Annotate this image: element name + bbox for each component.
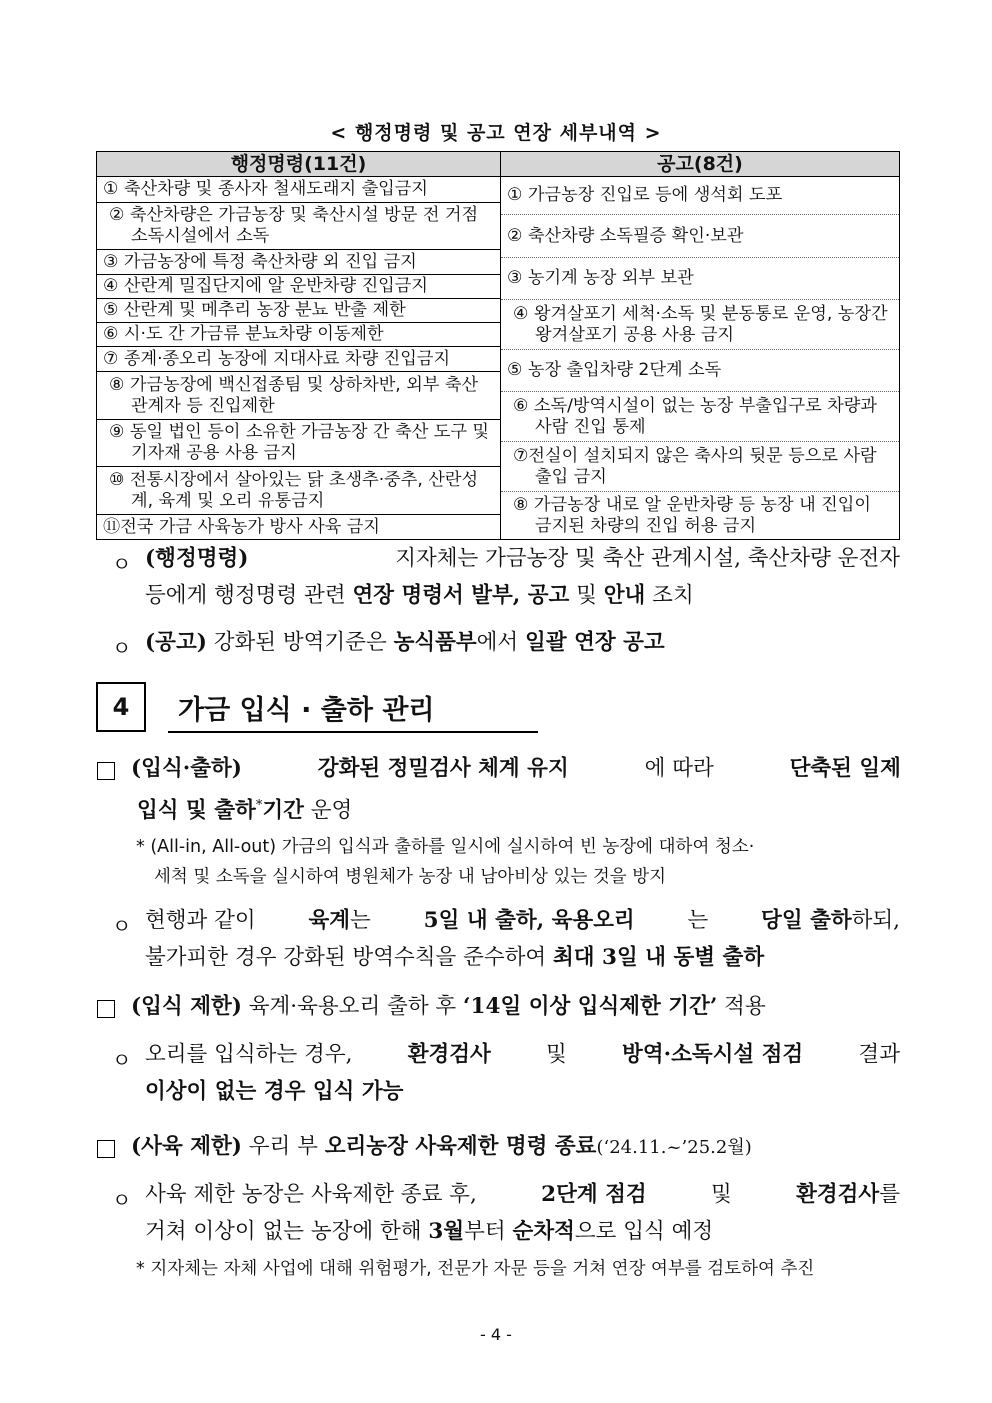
table-cell: ⑥ 소독/방역시설이 없는 농장 부출입구로 차량과 사람 진입 통제	[501, 391, 899, 441]
page-number: - 4 -	[480, 1325, 512, 1344]
checkbox-square-icon	[97, 762, 115, 780]
notices-column	[501, 177, 899, 539]
table-cell: ⑧ 가금농장에 백신접종팀 및 상하차반, 외부 축산관계자 등 진입제한	[97, 371, 500, 419]
table-cell: ④ 산란계 밀집단지에 알 운반차량 진입금지	[97, 274, 500, 298]
table-cell: ④ 왕겨살포기 세척·소독 및 분동통로 운영, 농장간 왕겨살포기 공용 사용 금지	[501, 299, 899, 349]
breeding-resume-paragraph: 사육 제한 농장은 사육제한 종료 후, 2단계 점검 및 환경검사를 거쳐 이상이 없는 농장에 한해 3월부터 순차적으로 입식 예정	[145, 1182, 900, 1244]
table-cell: ③ 가금농장에 특정 축산차량 외 진입 금지	[97, 249, 500, 274]
table-cell: ⑪전국 가금 사육농가 방사 사육 금지	[97, 514, 500, 539]
table-cell: ⑤ 산란계 및 메추리 농장 분뇨 반출 제한	[97, 298, 500, 322]
notice-paragraph: (공고) 강화된 방역기준은 농식품부에서 일괄 연장 공고	[145, 630, 665, 655]
table-cell: ③ 농기계 농장 외부 보관	[501, 257, 899, 299]
checkbox-square-icon	[97, 1000, 115, 1018]
duck-stocking-paragraph: 오리를 입식하는 경우, 환경검사 및 방역·소독시설 점검 결과 이상이 없는 경우 입식 가능	[145, 1042, 900, 1104]
breeding-restriction-item: (사육 제한) 우리 부 오리농장 사육제한 명령 종료(‘24.11.~’25.2월)	[131, 1134, 752, 1159]
table-cell: ⑥ 시·도 간 가금류 분뇨차량 이동제한	[97, 322, 500, 346]
table-cell: ⑨ 동일 법인 등이 소유한 가금농장 간 축산 도구 및 기자재 공용 사용 금지	[97, 419, 500, 466]
table-caption: < 행정명령 및 공고 연장 세부내역 >	[330, 122, 662, 144]
table-cell: ⑧ 가금농장 내로 알 운반차량 등 농장 내 진입이 금지된 차량의 진입 허용 금지	[501, 491, 899, 539]
bullet-marker: ㅇ	[112, 914, 132, 938]
checkbox-square-icon	[97, 1140, 115, 1158]
admin-order-paragraph: (행정명령) 지자체는 가금농장 및 축산 관계시설, 축산차량 운전자 등에게 행정명령 관련 연장 명령서 발부, 공고 및 안내 조치	[145, 546, 900, 608]
footnote-local-gov: * 지자체는 자체 사업에 대해 위험평가, 전문가 자문 등을 거쳐 연장 여부를 검토하여 추진	[136, 1259, 815, 1279]
footnote-all-in-all-out: * (All-in, All-out) 가금의 입식과 출하를 일시에 실시하여 빈 농장에 대하여 청소· 세척 및 소독을 실시하여 병원체가 농장 내 남아비상 있는 것을 방지	[136, 837, 755, 887]
stocking-restriction-item: (입식 제한) 육계·육용오리 출하 후 ‘14일 이상 입식제한 기간’ 적용	[131, 994, 766, 1019]
measures-table	[96, 151, 900, 540]
table-cell: ② 축산차량 소독필증 확인·보관	[501, 214, 899, 257]
bullet-marker: ㅇ	[112, 1048, 132, 1072]
table-cell: ① 가금농장 진입로 등에 생석회 도포	[507, 185, 783, 205]
stocking-shipping-item: (입식·출하) 강화된 정밀검사 체계 유지 에 따라 단축된 일제 입식 및 출하*기간 운영	[131, 756, 901, 824]
header-notices: 공고(8건)	[501, 152, 899, 177]
bullet-marker: ㅇ	[112, 552, 132, 576]
section-number: 4	[96, 682, 146, 732]
admin-orders-column	[97, 177, 501, 539]
table-cell: ① 축산차량 및 종사자 철새도래지 출입금지	[103, 179, 428, 199]
section-title: 가금 입식 · 출하 관리	[178, 695, 435, 726]
table-cell: ⑦전실이 설치되지 않은 축사의 뒷문 등으로 사람 출입 금지	[501, 441, 899, 491]
bullet-marker: ㅇ	[112, 1188, 132, 1212]
shipping-paragraph: 현행과 같이 육계는 5일 내 출하, 육용오리 는 당일 출하하되, 불가피한 경우 강화된 방역수칙을 준수하여 최대 3일 내 동별 출하	[145, 908, 900, 970]
table-cell: ⑤ 농장 출입차량 2단계 소독	[501, 349, 899, 391]
section-underline	[168, 731, 538, 733]
table-cell: ② 축산차량은 가금농장 및 축산시설 방문 전 거점소독시설에서 소독	[97, 202, 500, 249]
table-cell: ⑦ 종계·종오리 농장에 지대사료 차량 진입금지	[97, 346, 500, 371]
table-cell: ⑩ 전통시장에서 살아있는 닭 초생추·중추, 산란성계, 육계 및 오리 유통금지	[97, 466, 500, 514]
header-admin-orders: 행정명령(11건)	[97, 152, 501, 177]
bullet-marker: ㅇ	[112, 636, 132, 660]
